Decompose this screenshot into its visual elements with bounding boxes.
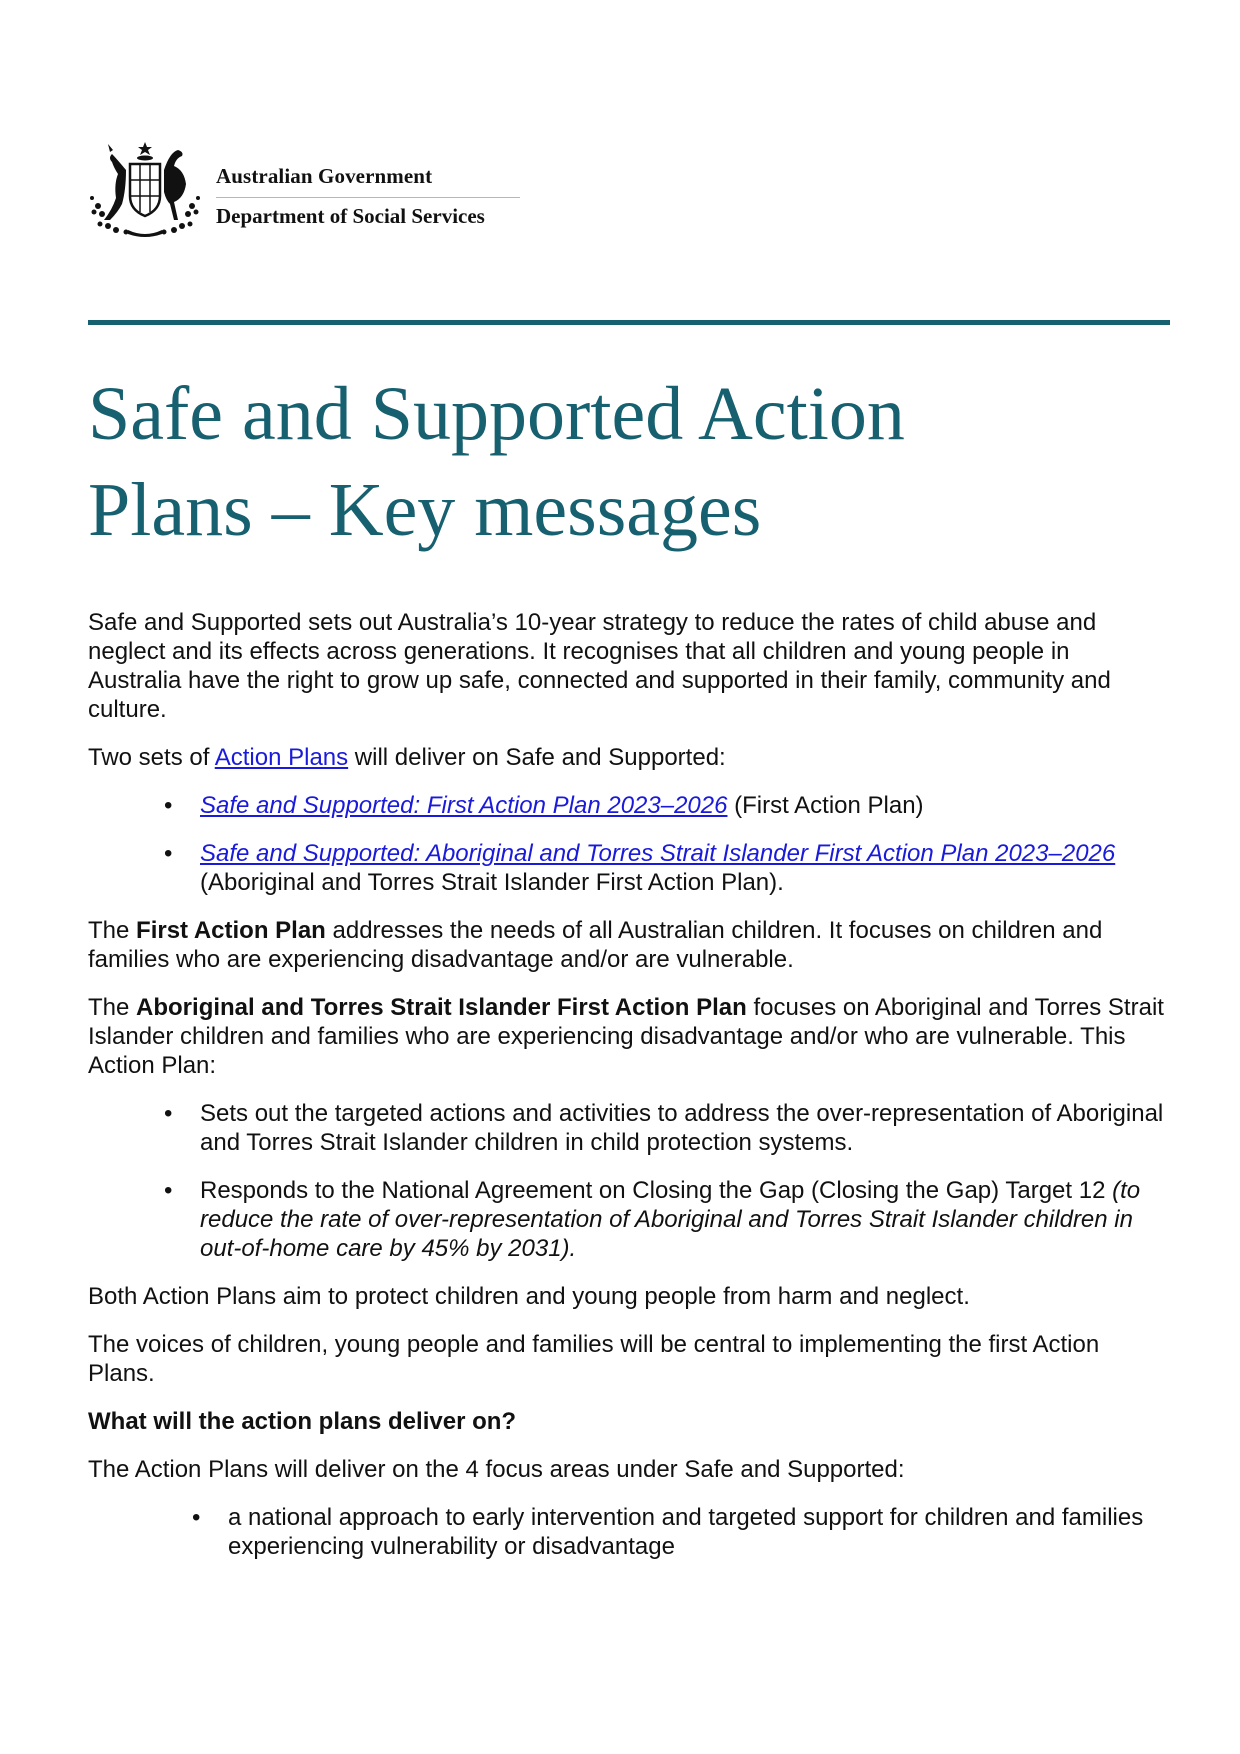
voices-paragraph: The voices of children, young people and families will be central to implementing the first Action Plans. bbox=[88, 1331, 1100, 1387]
list-item: • a national approach to early intervention and targeted support for children and families experiencing vulnerability or disadvantage bbox=[228, 1503, 1164, 1561]
government-name: Australian Government bbox=[216, 164, 433, 188]
both-plans-paragraph: Both Action Plans aim to protect children and young people from harm and neglect. bbox=[88, 1283, 970, 1310]
page-title-line-1: Safe and Supported Action bbox=[88, 372, 905, 456]
deliver-heading: What will the action plans deliver on? bbox=[88, 1408, 517, 1435]
list-item-text: Responds to the National Agreement on Closing the Gap (Closing the Gap) Target 12 bbox=[200, 1177, 1113, 1204]
first-action-plan-link[interactable]: Safe and Supported: First Action Plan 2023–2026 bbox=[200, 792, 728, 819]
first-plan-paragraph bbox=[88, 916, 1164, 974]
intro-paragraph: Safe and Supported sets out Australia’s 10-year strategy to reduce the rates of child abuse and neglect and its effects across generations. It recognises that all children and young people in Australia have the right to grow up safe, connected and supported in their family, community and culture. bbox=[88, 609, 1111, 723]
title-rule bbox=[88, 320, 1170, 325]
text-prefix: The bbox=[88, 994, 137, 1021]
action-plans-list bbox=[88, 791, 1164, 897]
atsi-plan-bold: Aboriginal and Torres Strait Islander First Action Plan bbox=[136, 994, 747, 1021]
atsi-action-plan-link[interactable]: Safe and Supported: Aboriginal and Torres Strait Islander First Action Plan 2023–2026 bbox=[200, 840, 1116, 867]
first-plan-bold: First Action Plan bbox=[136, 917, 326, 944]
list-item-italic: (to reduce the rate of over-representation of Aboriginal and Torres Strait Islander children in out-of-home care by 45% by 2031). bbox=[200, 1177, 1141, 1262]
atsi-plan-paragraph bbox=[88, 993, 1164, 1080]
action-plans-link[interactable]: Action Plans bbox=[214, 744, 349, 771]
list-item bbox=[200, 791, 1164, 820]
header-divider bbox=[216, 197, 520, 198]
text-prefix: The bbox=[88, 917, 137, 944]
action-plans-intro-after: will deliver on Safe and Supported: bbox=[348, 744, 726, 771]
coat-of-arms-icon bbox=[86, 140, 204, 240]
page-title-line-2: Plans – Key messages bbox=[88, 468, 762, 552]
list-item: • Sets out the targeted actions and activities to address the over-representation of Aboriginal and Torres Strait Islander children in child protection systems. bbox=[200, 1099, 1164, 1157]
list-item-suffix: (First Action Plan) bbox=[727, 792, 924, 819]
atsi-plan-list bbox=[88, 1099, 1164, 1263]
list-item bbox=[200, 839, 1164, 897]
document-body bbox=[88, 608, 1164, 1580]
focus-areas-list bbox=[88, 1503, 1164, 1561]
list-item bbox=[200, 1176, 1164, 1263]
header bbox=[86, 140, 526, 240]
department-name: Department of Social Services bbox=[216, 204, 485, 228]
text-rest: addresses the needs of all Australian children. It focuses on children and families who are experiencing disadvantage and/or are vulnerable. bbox=[88, 917, 1103, 973]
action-plans-intro bbox=[88, 743, 1164, 772]
list-item-suffix: (Aboriginal and Torres Strait Islander First Action Plan). bbox=[200, 869, 784, 896]
page-title bbox=[88, 366, 1168, 558]
deliver-intro: The Action Plans will deliver on the 4 focus areas under Safe and Supported: bbox=[88, 1456, 905, 1483]
text-rest: focuses on Aboriginal and Torres Strait Islander children and families who are experiencing disadvantage and/or who are vulnerable. This Action Plan: bbox=[88, 994, 1164, 1079]
action-plans-intro-before: Two sets of bbox=[88, 744, 215, 771]
